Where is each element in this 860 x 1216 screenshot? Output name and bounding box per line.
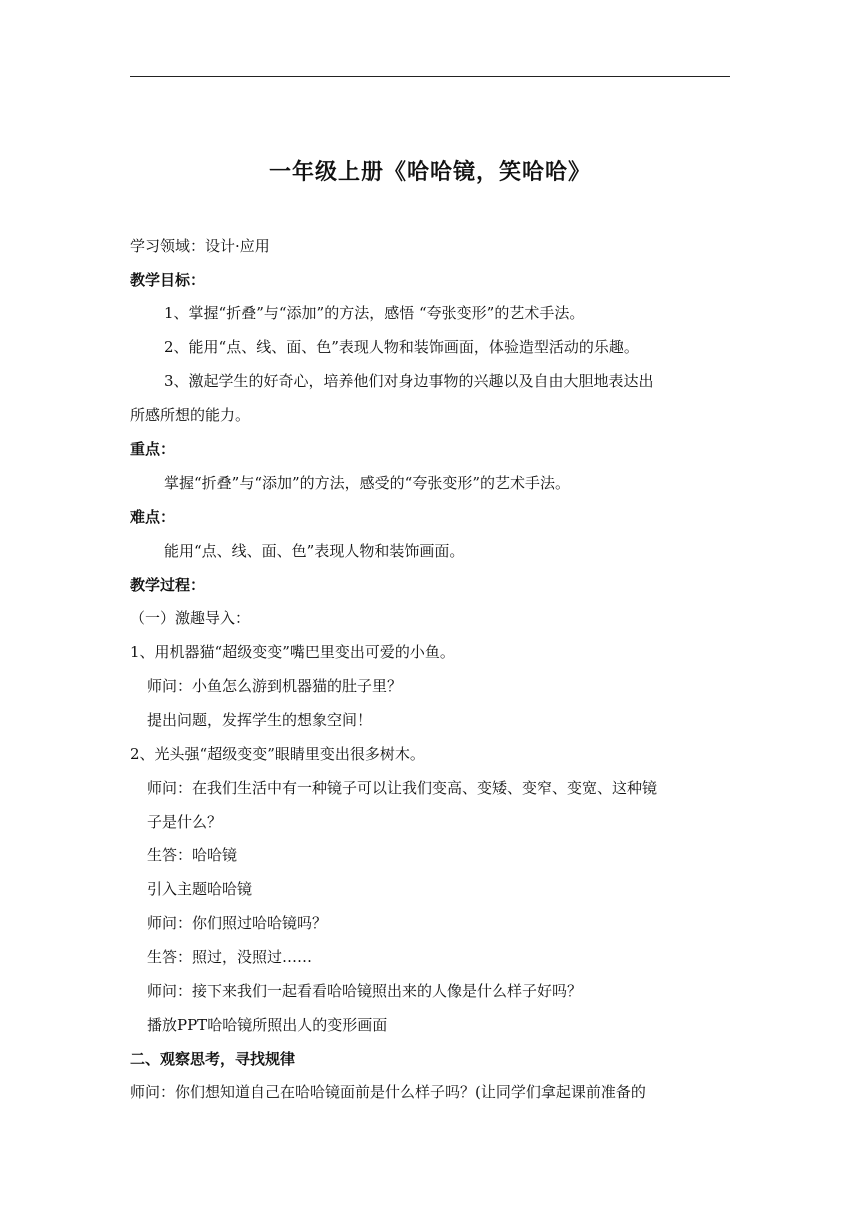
- learning-domain: 学习领域：设计·应用: [130, 237, 270, 255]
- document-title: 一年级上册《哈哈镜，笑哈哈》: [268, 160, 591, 185]
- dialogue-line: 师问：接下来我们一起看看哈哈镜照出来的人像是什么样子好吗？: [147, 982, 583, 1000]
- subsection-heading: （一）激趣导入：: [130, 609, 251, 627]
- objective-item-continuation: 所感所想的能力。: [130, 406, 251, 424]
- objective-item: 2、能用“点、线、面、色”表现人物和装饰画面，体验造型活动的乐趣。: [164, 338, 639, 356]
- section-heading-process: 教学过程：: [130, 576, 206, 594]
- dialogue-line: 引入主题哈哈镜: [147, 880, 253, 898]
- section-heading-objectives: 教学目标：: [130, 271, 206, 289]
- dialogue-line: 师问：小鱼怎么游到机器猫的肚子里？: [147, 677, 403, 695]
- section-heading-key-points: 重点：: [130, 440, 176, 458]
- dialogue-line: 师问：你们照过哈哈镜吗？: [147, 914, 328, 932]
- process-step: 2、光头强“超级变变”眼睛里变出很多树木。: [130, 745, 425, 763]
- difficulty-text: 能用“点、线、面、色”表现人物和装饰画面。: [164, 542, 465, 560]
- dialogue-line: 播放PPT哈哈镜所照出人的变形画面: [147, 1016, 388, 1034]
- dialogue-line-continuation: 子是什么？: [147, 813, 223, 831]
- section-heading-observe: 二、观察思考，寻找规律: [130, 1050, 296, 1068]
- dialogue-line: 师问：你们想知道自己在哈哈镜面前是什么样子吗？(让同学们拿起课前准备的: [130, 1083, 646, 1101]
- objective-item: 3、激起学生的好奇心，培养他们对身边事物的兴趣以及自由大胆地表达出: [164, 372, 654, 390]
- header-rule: [130, 76, 730, 77]
- dialogue-line: 生答：哈哈镜: [147, 846, 238, 864]
- objective-item: 1、掌握“折叠”与“添加”的方法，感悟 “夸张变形”的艺术手法。: [164, 304, 585, 322]
- key-point-text: 掌握“折叠”与“添加”的方法，感受的“夸张变形”的艺术手法。: [164, 474, 571, 492]
- dialogue-line: 生答：照过，没照过……: [147, 948, 313, 966]
- dialogue-line: 提出问题，发挥学生的想象空间！: [147, 711, 373, 729]
- process-step: 1、用机器猫“超级变变”嘴巴里变出可爱的小鱼。: [130, 643, 455, 661]
- section-heading-difficulties: 难点：: [130, 508, 176, 526]
- dialogue-line: 师问：在我们生活中有一种镜子可以让我们变高、变矮、变窄、变宽、这种镜: [147, 779, 658, 797]
